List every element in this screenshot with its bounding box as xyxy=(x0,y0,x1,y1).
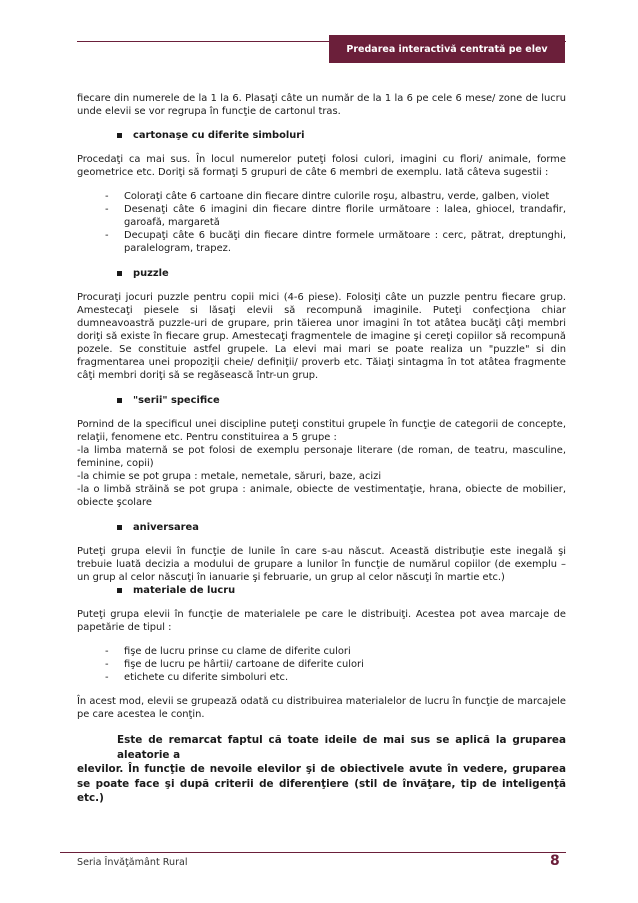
cartonase-paragraph: Procedaţi ca mai sus. În locul numerelor puteţi folosi culori, imagini cu flori/ animale, forme geometrice etc. Doriţi să formaţi 5 grupuri de câte 6 membri de exemplu. Iată câteva sugestii : xyxy=(77,154,566,178)
materiale-closing: În acest mod, elevii se grupează odată cu distribuirea materialelor de lucru în funcţie de marcajele pe care acestea le conţin. xyxy=(77,696,566,720)
page-content xyxy=(77,92,566,806)
dash-icon: - xyxy=(105,230,109,241)
conclusion-rest: elevilor. În funcţie de nevoile elevilor şi de obiectivele avute în vedere, gruparea se poate face şi după criterii de diferenţiere (stil de învăţare, tip de inteligenţă etc.) xyxy=(77,763,566,804)
section-heading-cartonase: cartonaşe cu diferite simboluri xyxy=(77,129,566,142)
puzzle-paragraph: Procuraţi jocuri puzzle pentru copii mici (4-6 piese). Folosiţi câte un puzzle pentru fiecare grup. Amestecaţi piesele si lăsaţi elevii să recompună imaginile. Puteţi confecţiona chiar dumneavoastră puzzle-uri de grupare, prin tăierea unor imagini în tot atâtea bucăţi câţi membri doriţi să existe în fiecare grup. Amestecaţi fragmentele de imagine şi cereţi copiilor să recompună pozele. Se constituie astfel grupele. La elevi mai mari se poate realiza un "puzzle" si din fragmentarea unei propoziţii cheie/ definiţii/ proverb etc. Tăiaţi sintagma în tot atâtea fragmente câţi membri doriţi să se regăsească într-un grup. xyxy=(77,292,566,381)
list-item: - Coloraţi câte 6 cartoane din fiecare dintre culorile roşu, albastru, verde, galben, violet xyxy=(105,191,550,202)
materiale-paragraph: Puteţi grupa elevii în funcţie de materialele pe care le distribuiţi. Acestea pot avea marcaje de papetărie de tipul : xyxy=(77,609,566,633)
header-title: Predarea interactivă centrată pe elev xyxy=(329,35,565,63)
list-item: - fişe de lucru pe hârtii/ cartoane de diferite culori xyxy=(105,659,364,670)
section-heading-aniversarea: aniversarea xyxy=(77,521,566,534)
footer-rule xyxy=(60,852,566,853)
serii-line: -la limba maternă se pot folosi de exemplu personaje literare (de roman, de teatru, masculine, feminine, copii) xyxy=(77,445,566,469)
dash-icon: - xyxy=(105,646,109,657)
serii-paragraph: Pornind de la specificul unei discipline puteţi constitui grupele în funcţie de categorii de concepte, relaţii, fenomene etc. Pentru constituirea a 5 grupe : xyxy=(77,419,566,443)
dash-icon: - xyxy=(105,659,109,670)
dash-icon: - xyxy=(105,672,109,683)
list-item: - etichete cu diferite simboluri etc. xyxy=(105,672,289,683)
bullet-square-icon xyxy=(117,525,122,530)
bullet-square-icon xyxy=(117,271,122,276)
serii-line: -la o limbă străină se pot grupa : animale, obiecte de vestimentaţie, hrana, obiecte de mobilier, obiecte şcolare xyxy=(77,484,566,508)
section-heading-materiale: materiale de lucru xyxy=(77,584,566,597)
page-number: 8 xyxy=(550,853,560,869)
aniversarea-paragraph: Puteţi grupa elevii în funcţie de lunile în care s-au născut. Această distribuţie este inegală şi trebuie luată decizia a modului de grupare a lunilor în funcţie de numărul copiilor (de exemplu – un grup al celor născuţi în ianuarie şi februarie, un grup al celor născuţi în martie etc.) xyxy=(77,546,566,583)
list-item: - fişe de lucru prinse cu clame de diferite culori xyxy=(105,646,351,657)
section-heading-serii: "serii" specifice xyxy=(77,394,566,407)
footer-series: Seria Învăţământ Rural xyxy=(77,857,188,868)
bullet-square-icon xyxy=(117,398,122,403)
bullet-square-icon xyxy=(117,588,122,593)
serii-line: -la chimie se pot grupa : metale, nemetale, săruri, baze, acizi xyxy=(77,471,382,482)
list-item: - Decupaţi câte 6 bucăţi din fiecare dintre formele următoare : cerc, pătrat, dreptunghi, paralelogram, trapez. xyxy=(105,230,566,254)
cartonase-list xyxy=(77,190,566,255)
conclusion-paragraph xyxy=(77,733,566,806)
conclusion-first-line: Este de remarcat faptul că toate ideile de mai sus se aplică la gruparea aleatorie a xyxy=(117,734,566,761)
materiale-list xyxy=(77,645,566,684)
dash-icon: - xyxy=(105,191,109,202)
bullet-square-icon xyxy=(117,133,122,138)
list-item: - Desenaţi câte 6 imagini din fiecare dintre florile următoare : lalea, ghiocel, trandafir, garoafă, margaretă xyxy=(105,204,566,228)
section-heading-puzzle: puzzle xyxy=(77,267,566,280)
dash-icon: - xyxy=(105,204,109,215)
intro-paragraph: fiecare din numerele de la 1 la 6. Plasaţi câte un număr de la 1 la 6 pe cele 6 mese/ zone de lucru unde elevii se vor regrupa în funcţie de cartonul tras. xyxy=(77,93,566,117)
